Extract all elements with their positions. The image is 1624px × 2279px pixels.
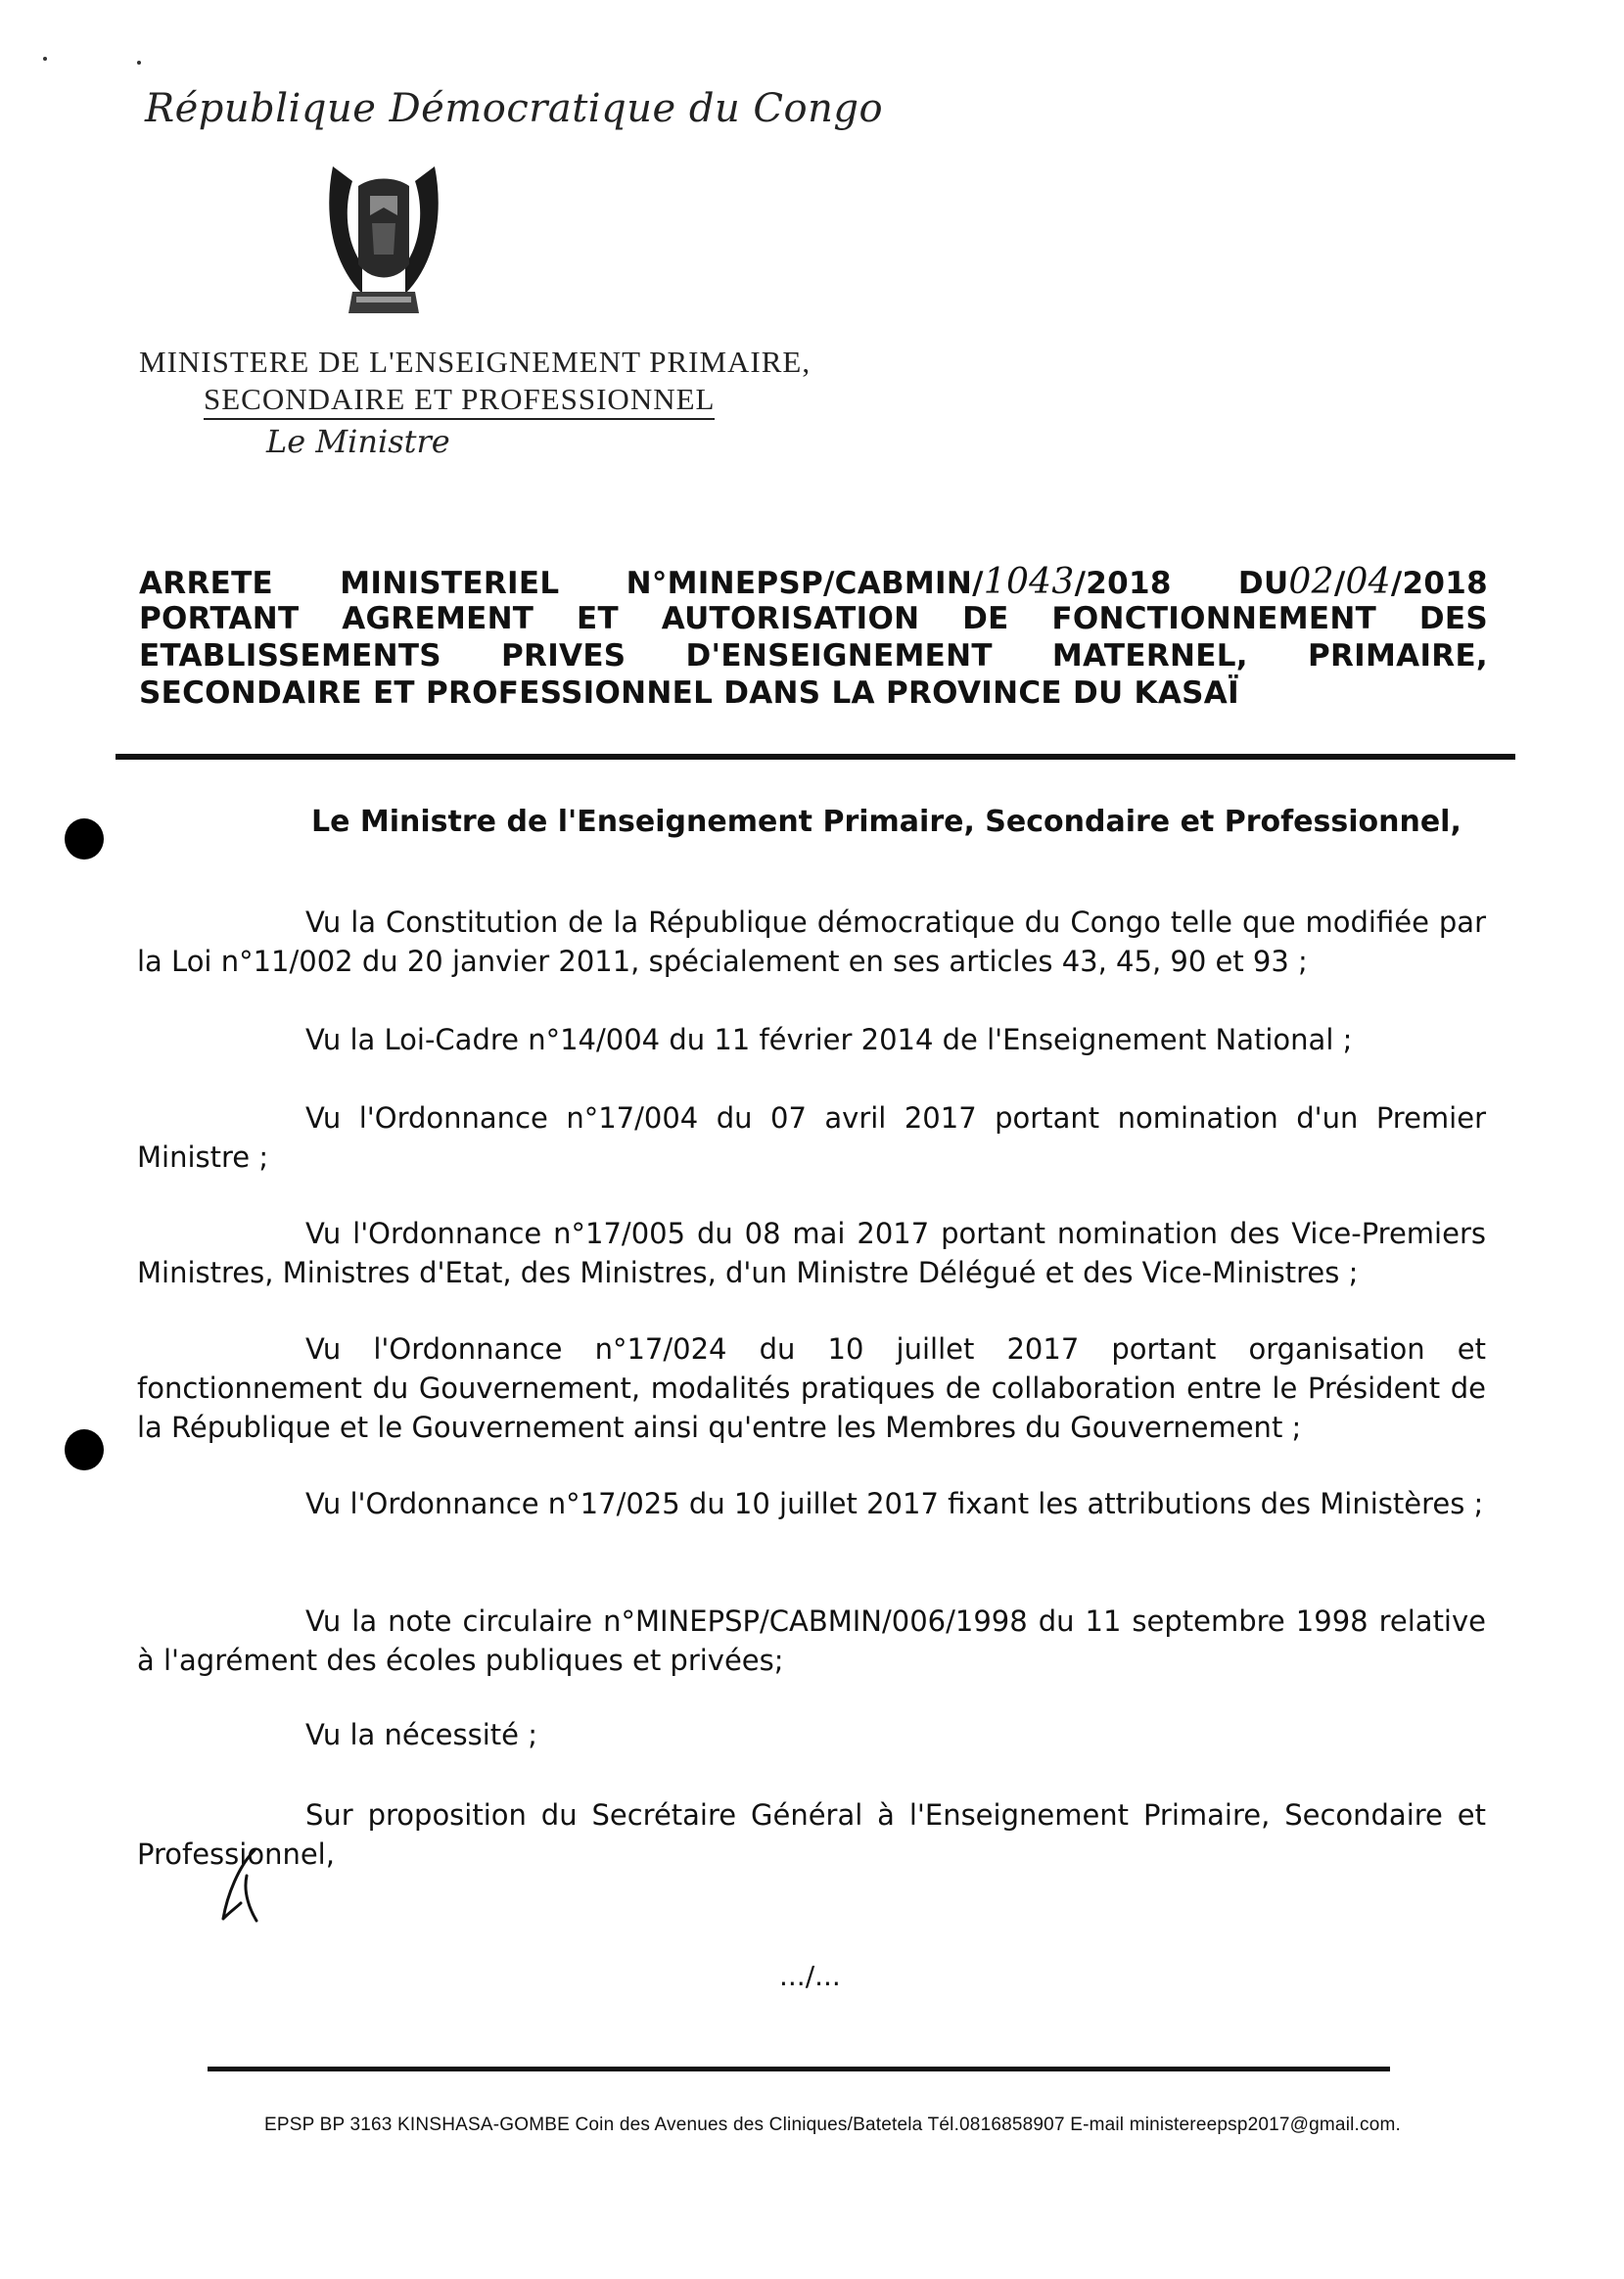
minister-heading: Le Ministre de l'Enseignement Primaire, Secondaire et Professionnel,	[311, 805, 1462, 839]
republic-title: République Démocratique du Congo	[145, 86, 884, 131]
handwritten-initial-mark	[217, 1846, 266, 1925]
ministry-name-line1: MINISTERE DE L'ENSEIGNEMENT PRIMAIRE,	[139, 345, 812, 379]
scan-speck	[43, 57, 47, 61]
consideration-paragraph: Vu la nécessité ;	[305, 1718, 537, 1751]
decree-title-line3: ETABLISSEMENTS PRIVES D'ENSEIGNEMENT MATERNEL, PRIMAIRE,	[139, 638, 1488, 674]
consideration-paragraph: Vu la Constitution de la République démocratique du Congo telle que modifiée par la Loi n°11/002 du 20 janvier 2011, spécialement en ses articles 43, 45, 90 et 93 ;	[137, 906, 1486, 978]
consideration-paragraph: Vu l'Ordonnance n°17/024 du 10 juillet 2017 portant organisation et fonctionnement du Gouvernement, modalités pratiques de collaboration entre le Président de la République et le Gouvernement ainsi qu'entre les Membres du Gouvernement ;	[137, 1332, 1486, 1444]
footer-divider	[208, 2067, 1390, 2071]
decree-day-handwritten: 02	[1288, 562, 1334, 602]
decree-number-line: ARRETE MINISTERIEL N°MINEPSP/CABMIN/1043/2018 DU02/04/2018	[139, 562, 1488, 602]
consideration-paragraph: Vu la Loi-Cadre n°14/004 du 11 février 2014 de l'Enseignement National ;	[305, 1023, 1353, 1056]
decree-number-suffix: /2018 DU	[1074, 566, 1289, 601]
consideration-paragraph: Vu l'Ordonnance n°17/004 du 07 avril 2017 portant nomination d'un Premier Ministre ;	[137, 1101, 1486, 1174]
decree-number-prefix: ARRETE MINISTERIEL N°MINEPSP/CABMIN/	[139, 566, 984, 601]
decree-title-line4: SECONDAIRE ET PROFESSIONNEL DANS LA PROVINCE DU KASAÏ	[139, 675, 1239, 711]
ministry-name-line2: SECONDAIRE ET PROFESSIONNEL	[204, 382, 715, 420]
punch-hole	[65, 818, 104, 860]
title-divider	[116, 754, 1515, 760]
decree-title-line2: PORTANT AGREMENT ET AUTORISATION DE FONCTIONNEMENT DES	[139, 601, 1488, 636]
footer-address: EPSP BP 3163 KINSHASA-GOMBE Coin des Avenues des Cliniques/Batetela Tél.0816858907 E-mail ministereepsp2017@gmail.com.	[264, 2115, 1401, 2135]
consideration-paragraph: Vu la note circulaire n°MINEPSP/CABMIN/006/1998 du 11 septembre 1998 relative à l'agrément des écoles publiques et privées;	[137, 1605, 1486, 1677]
coat-of-arms-emblem	[323, 157, 444, 328]
scan-speck	[137, 61, 141, 65]
decree-month-handwritten: 04	[1345, 562, 1391, 602]
continuation-mark: .../...	[779, 1960, 841, 1992]
signatory-label: Le Ministre	[266, 423, 450, 460]
consideration-paragraph: Vu l'Ordonnance n°17/005 du 08 mai 2017 portant nomination des Vice-Premiers Ministres, Ministres d'Etat, des Ministres, d'un Ministre Délégué et des Vice-Ministres ;	[137, 1217, 1486, 1289]
consideration-paragraph: Vu l'Ordonnance n°17/025 du 10 juillet 2017 fixant les attributions des Ministères ;	[305, 1487, 1484, 1520]
decree-year: /2018	[1390, 566, 1488, 601]
punch-hole	[65, 1429, 104, 1470]
decree-number-handwritten: 1043	[983, 562, 1075, 602]
consideration-paragraph: Sur proposition du Secrétaire Général à l'Enseignement Primaire, Secondaire et Professionnel,	[137, 1798, 1486, 1871]
